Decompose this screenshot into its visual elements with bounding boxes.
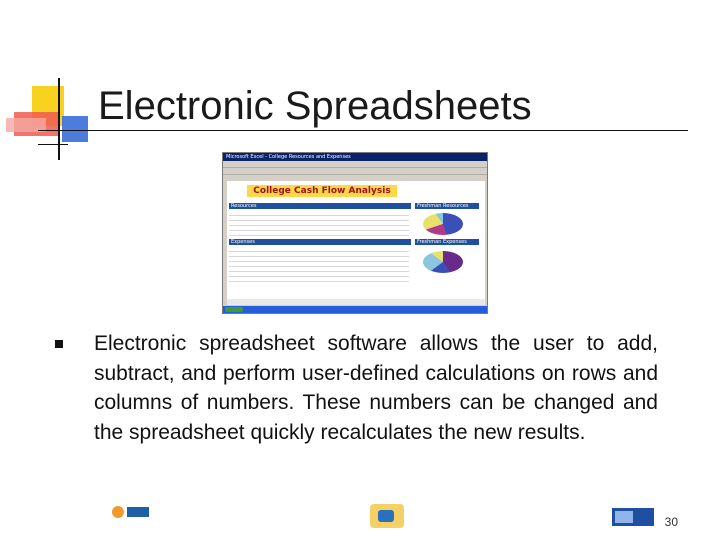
excel-section-expenses: Expenses	[229, 239, 411, 245]
footer-logo-right	[612, 508, 654, 528]
page-number: 30	[664, 515, 678, 529]
excel-chart1-title: Freshman Resources	[415, 203, 479, 209]
ornament-horizontal-line	[38, 130, 688, 131]
excel-window-title: Microsoft Excel - College Resources and Expenses	[223, 153, 487, 161]
logo-emblem	[112, 506, 124, 518]
excel-taskbar	[223, 306, 487, 313]
footer-logo-left	[112, 504, 152, 524]
slide-title: Electronic Spreadsheets	[98, 84, 532, 128]
excel-banner: College Cash Flow Analysis	[247, 185, 397, 197]
footer-logo-center	[366, 502, 408, 530]
ornament-blue-square	[62, 116, 88, 142]
excel-section-resources: Resources	[229, 203, 411, 209]
excel-chart2-title: Freshman Expenses	[415, 239, 479, 245]
excel-pie-chart-1	[423, 213, 463, 235]
excel-row	[229, 231, 409, 236]
bullet-marker	[55, 340, 63, 348]
ornament-vertical-line	[58, 78, 60, 160]
bullet-text: Electronic spreadsheet software allows the user to add, subtract, and perform user-defined calculations on rows and columns of numbers. These numbers can be changed and the spreadsheet quickly recalculates the new results.	[94, 332, 658, 444]
excel-sheet-tabs	[227, 299, 485, 305]
excel-toolbar	[223, 168, 487, 175]
excel-menu-bar	[223, 161, 487, 168]
excel-sheet	[227, 181, 485, 299]
excel-pie-chart-2	[423, 251, 463, 273]
excel-row	[229, 277, 409, 282]
logo-detail	[378, 510, 394, 522]
start-button	[225, 307, 243, 312]
ornament-short-line	[38, 144, 68, 145]
logo-badge-inner	[615, 511, 633, 523]
excel-screenshot	[222, 152, 488, 314]
logo-mark	[127, 507, 149, 517]
